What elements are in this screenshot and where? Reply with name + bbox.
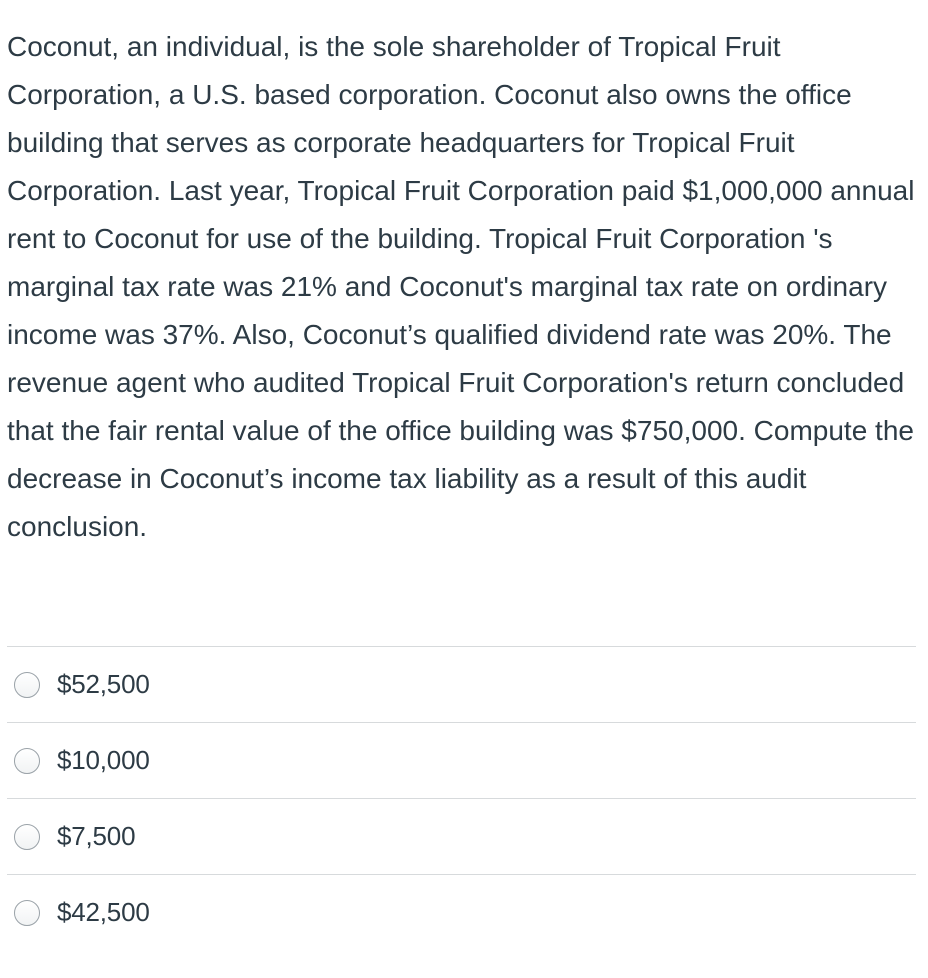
question-text: Coconut, an individual, is the sole shareholder of Tropical Fruit Corporation, a U.S. based corporation. Coconut also owns the office building that serves as corporate headquarters for Tropical Fruit Corporation. Last year, Tropical Fruit Corporation paid $1,000,000 annual rent to Coconut for use of the building. Tropical Fruit Corporation 's marginal tax rate was 21% and Coconut's marginal tax rate on ordinary income was 37%. Also, Coconut’s qualified dividend rate was 20%. The revenue agent who audited Tropical Fruit Corporation's return concluded that the fair rental value of the office building was $750,000. Compute the decrease in Coconut’s income tax liability as a result of this audit conclusion. (7, 31, 915, 542)
radio-button[interactable] (14, 900, 40, 926)
answer-label: $42,500 (57, 897, 150, 927)
radio-button[interactable] (14, 672, 40, 698)
answer-label: $7,500 (57, 821, 136, 851)
radio-button[interactable] (14, 748, 40, 774)
answer-option-2[interactable] (7, 722, 916, 798)
answer-option-4[interactable] (7, 874, 916, 950)
answer-label: $52,500 (57, 669, 150, 699)
answer-list (7, 646, 916, 950)
answer-option-3[interactable] (7, 798, 916, 874)
answer-option-1[interactable] (7, 646, 916, 722)
answer-label: $10,000 (57, 745, 150, 775)
radio-button[interactable] (14, 824, 40, 850)
